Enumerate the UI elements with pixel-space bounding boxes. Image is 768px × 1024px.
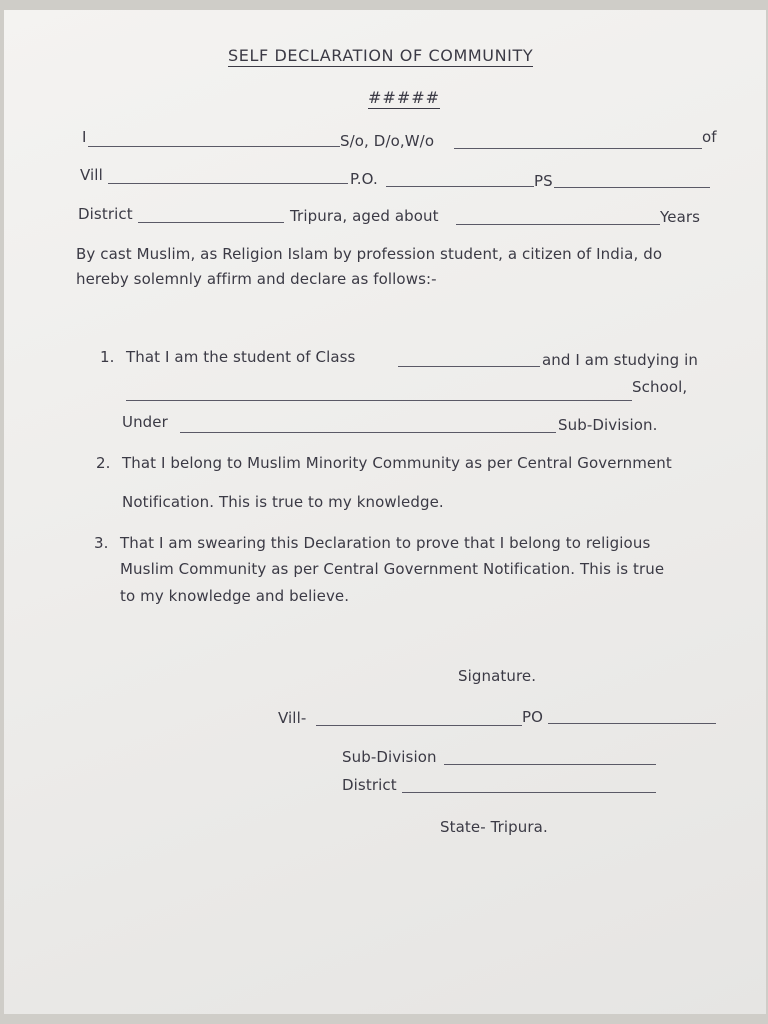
vill-label: Vill xyxy=(80,166,103,184)
sig-vill-label: Vill- xyxy=(278,709,307,727)
name-field[interactable] xyxy=(88,146,340,147)
ps-field[interactable] xyxy=(554,187,710,188)
of-label: of xyxy=(702,128,717,146)
item-1-text-a: That I am the student of Class xyxy=(126,348,356,366)
sig-state-label: State- Tripura. xyxy=(440,818,548,836)
signature-label: Signature. xyxy=(458,667,537,685)
sig-po-field[interactable] xyxy=(548,723,716,724)
district-field[interactable] xyxy=(138,222,284,223)
po-label: P.O. xyxy=(350,170,378,188)
under-field[interactable] xyxy=(180,432,556,433)
item-3-number: 3. xyxy=(94,534,109,552)
serial-number: ##### xyxy=(368,88,441,107)
relation-label: S/o, D/o,W/o xyxy=(340,132,435,150)
subdivision-label: Sub-Division. xyxy=(558,416,658,434)
years-label: Years xyxy=(660,208,701,226)
intro-line-2: hereby solemnly affirm and declare as follows:- xyxy=(76,270,437,288)
declaration-form-page xyxy=(4,10,766,1014)
po-field[interactable] xyxy=(386,186,534,187)
sig-vill-field[interactable] xyxy=(316,725,522,726)
item-1-text-b: and I am studying in xyxy=(542,351,698,369)
item-3-line-1: That I am swearing this Declaration to prove that I belong to religious xyxy=(120,534,651,552)
sig-subdivision-label: Sub-Division xyxy=(342,748,437,766)
age-field[interactable] xyxy=(456,224,660,225)
class-field[interactable] xyxy=(398,366,540,367)
sig-subdivision-field[interactable] xyxy=(444,764,656,765)
item-2-line-1: That I belong to Muslim Minority Community as per Central Government xyxy=(122,454,672,472)
vill-field[interactable] xyxy=(108,183,348,184)
form-title: SELF DECLARATION OF COMMUNITY xyxy=(228,46,534,65)
item-2-line-2: Notification. This is true to my knowledge. xyxy=(122,493,444,511)
item-1-number: 1. xyxy=(100,348,115,366)
i-label: I xyxy=(82,128,87,146)
school-label: School, xyxy=(632,378,688,396)
sig-district-field[interactable] xyxy=(402,792,656,793)
intro-line-1: By cast Muslim, as Religion Islam by profession student, a citizen of India, do xyxy=(76,245,663,263)
ps-label: PS xyxy=(534,172,553,190)
sig-po-label: PO xyxy=(522,708,544,726)
item-3-line-2: Muslim Community as per Central Government Notification. This is true xyxy=(120,560,665,578)
under-label: Under xyxy=(122,413,168,431)
parent-name-field[interactable] xyxy=(454,148,702,149)
aged-label: Tripura, aged about xyxy=(290,207,439,225)
item-2-number: 2. xyxy=(96,454,111,472)
sig-district-label: District xyxy=(342,776,397,794)
school-field[interactable] xyxy=(126,400,632,401)
item-3-line-3: to my knowledge and believe. xyxy=(120,587,350,605)
district-label: District xyxy=(78,205,133,223)
